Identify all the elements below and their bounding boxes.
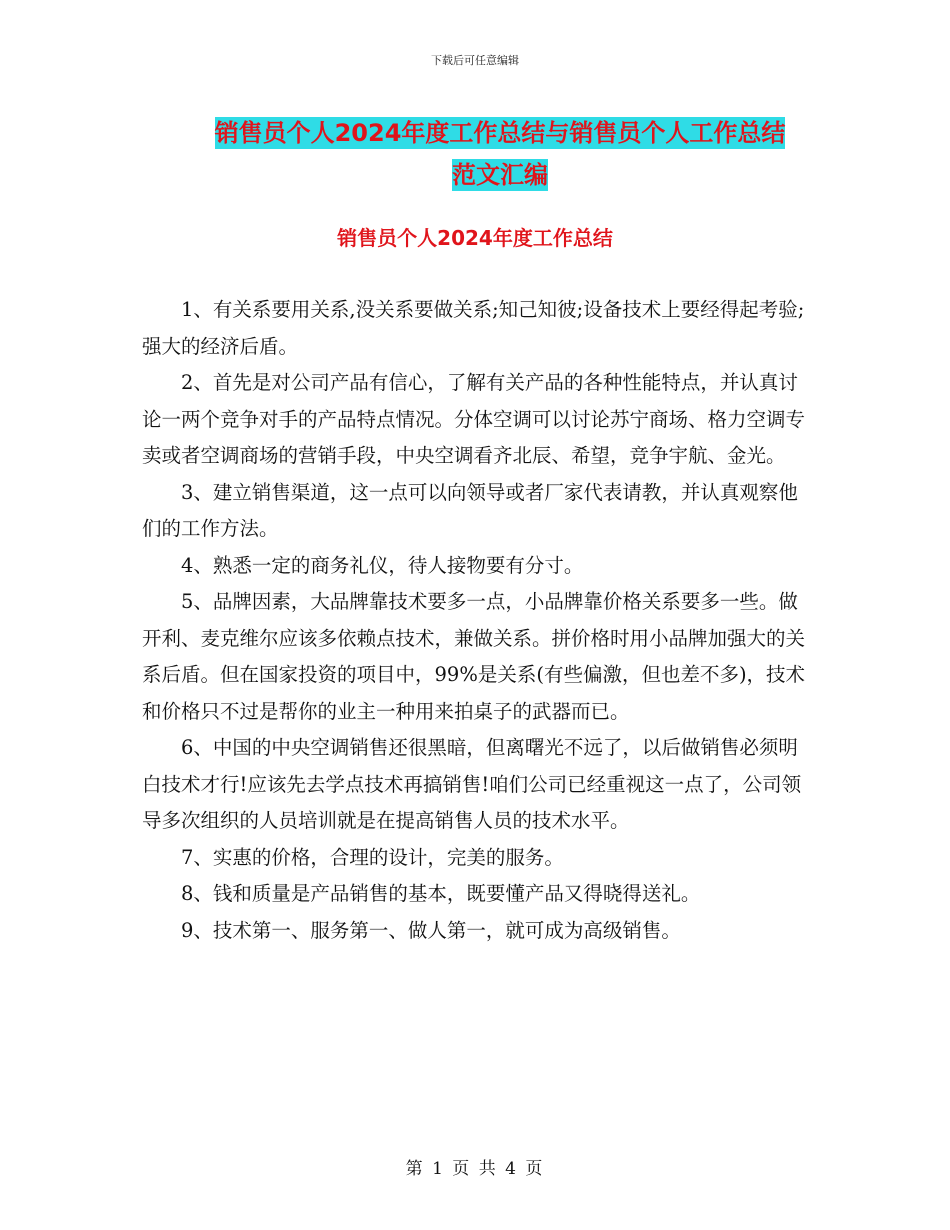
section-title: 销售员个人2024年度工作总结 (337, 226, 613, 250)
paragraph-1: 1、有关系要用关系,没关系要做关系;知己知彼;设备技术上要经得起考验;强大的经济后盾。 (142, 298, 805, 358)
paragraph-6: 6、中国的中央空调销售还很黑暗，但离曙光不远了，以后做销售必须明白技术才行!应该先去学点技术再搞销售!咱们公司已经重视这一点了，公司领导多次组织的人员培训就是在提高销售人员的技术水平。 (142, 736, 802, 832)
document-title-line1: 销售员个人2024年度工作总结与销售员个人工作总结 (214, 119, 786, 147)
paragraph-7: 7、实惠的价格，合理的设计，完美的服务。 (181, 845, 564, 869)
document-title-line2: 范文汇编 (452, 161, 548, 189)
header-note: 下载后可任意编辑 (431, 54, 519, 67)
paragraph-8: 8、钱和质量是产品销售的基本，既要懂产品又得晓得送礼。 (181, 882, 701, 905)
page-footer: 第 1 页 共 4 页 (405, 1159, 545, 1179)
document-title (140, 112, 860, 196)
paragraph-9: 9、技术第一、服务第一、做人第一，就可成为高级销售。 (181, 918, 681, 942)
paragraph-2: 2、首先是对公司产品有信心，了解有关产品的各种性能特点，并认真讨论一两个竞争对手的产品特点情况。分体空调可以讨论苏宁商场、格力空调专卖或者空调商场的营销手段，中央空调看齐北辰、希望，竞争宇航、金光。 (142, 371, 806, 467)
paragraph-5: 5、品牌因素，大品牌靠技术要多一点，小品牌靠价格关系要多一些。做开利、麦克维尔应该多依赖点技术，兼做关系。拼价格时用小品牌加强大的关系后盾。但在国家投资的项目中，99%是关系(有些偏激，但也差不多)，技术和价格只不过是帮你的业主一种用来拍桌子的武器而已。 (142, 590, 806, 723)
paragraph-4: 4、熟悉一定的商务礼仪，待人接物要有分寸。 (181, 553, 584, 577)
body-text (142, 292, 806, 949)
paragraph-3: 3、建立销售渠道，这一点可以向领导或者厂家代表请教，并认真观察他们的工作方法。 (142, 480, 798, 540)
